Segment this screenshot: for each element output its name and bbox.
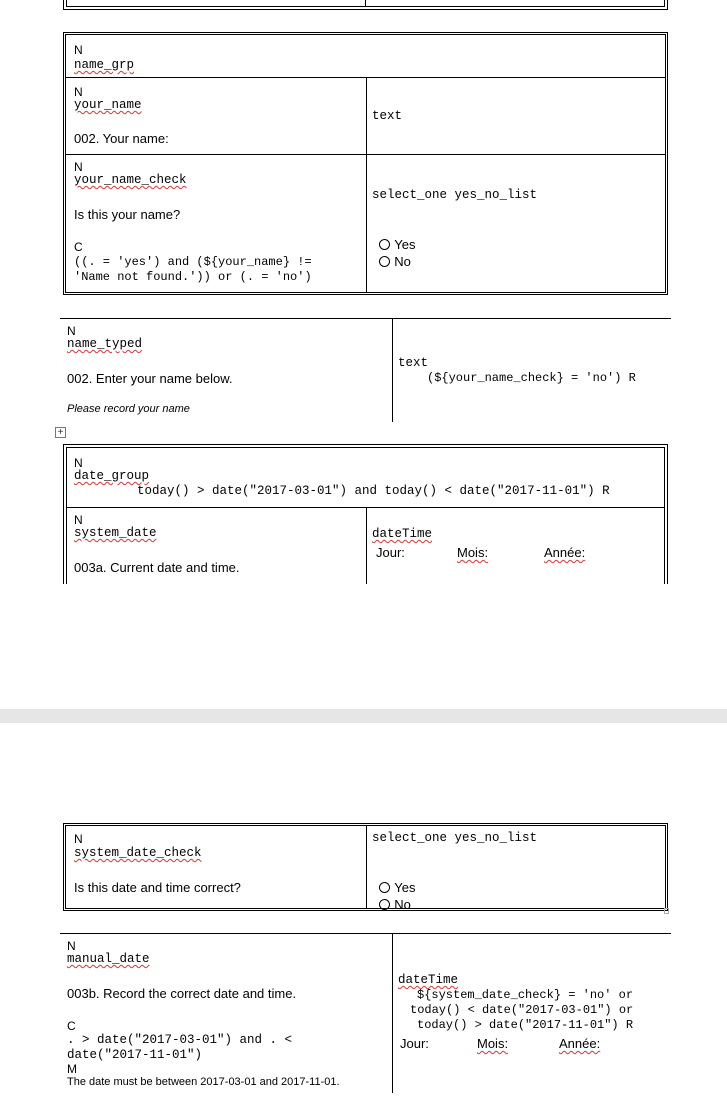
table-move-handle-icon[interactable]: + [55, 427, 66, 438]
date-year-label: Année: [559, 1036, 601, 1051]
manual-date-top-border [60, 933, 671, 934]
table-resize-handle[interactable] [664, 908, 669, 914]
date-month-label: Mois: [477, 1036, 509, 1051]
field-name-manual-date: manual_date [67, 952, 150, 966]
option-no: No [372, 882, 411, 912]
field-type: text [398, 356, 429, 370]
constraint-message: The date must be between 2017-03-01 and 2017-11-01. [67, 1076, 340, 1088]
field-type: select_one yes_no_list [372, 831, 538, 845]
date-day-label: Jour: [376, 545, 405, 560]
field-type: dateTime [398, 973, 459, 987]
relevance-expression-line2: today() < date("2017-03-01") or [410, 1003, 634, 1017]
field-name-system-date-check: system_date_check [74, 846, 202, 860]
prev-table-fragment [63, 0, 668, 10]
relevance-expression: (${your_name_check} = 'no') R [427, 371, 636, 385]
constraint-expression-line2: 'Name not found.')) or (. = 'no') [74, 270, 312, 284]
relevance-expression-line3: today() > date("2017-11-01") R [417, 1018, 634, 1032]
radio-icon [379, 256, 390, 267]
relevance-expression-line1: ${system_date_check} = 'no' or [417, 988, 634, 1002]
field-type: dateTime [372, 527, 433, 541]
date-day-label: Jour: [400, 1036, 429, 1051]
question-label: 003b. Record the correct date and time. [67, 986, 297, 1001]
constraint-expression-line1: . > date("2017-03-01") and . < [67, 1033, 293, 1047]
message-code: M [67, 1062, 77, 1076]
name-typed-top-border [60, 318, 671, 319]
type-code: N [74, 513, 83, 527]
type-code: N [74, 160, 83, 174]
type-code: N [74, 832, 83, 846]
option-yes: Yes [372, 222, 415, 252]
question-label: Is this date and time correct? [74, 880, 241, 895]
type-code: N [74, 43, 83, 57]
type-code: N [67, 324, 76, 338]
constraint-code: C [74, 240, 83, 254]
field-type: text [372, 109, 403, 123]
field-name-name-grp: name_grp [74, 58, 135, 72]
question-label: 002. Enter your name below. [67, 371, 233, 386]
field-name-date-group: date_group [74, 469, 150, 483]
constraint-code: C [67, 1019, 76, 1033]
type-code: N [74, 456, 83, 470]
date-month-label: Mois: [457, 545, 489, 560]
constraint-expression-line1: ((. = 'yes') and (${your_name} != [74, 255, 319, 269]
field-type: select_one yes_no_list [372, 188, 538, 202]
page-break [0, 709, 727, 723]
option-yes: Yes [372, 865, 415, 895]
relevance-expression: today() > date("2017-03-01") and today() < date("2017-11-01") R [137, 484, 610, 498]
type-code: N [74, 85, 83, 99]
question-label: 003a. Current date and time. [74, 560, 240, 575]
field-name-system-date: system_date [74, 526, 157, 540]
question-label: 002. Your name: [74, 131, 169, 146]
field-name-name-typed: name_typed [67, 337, 143, 351]
question-label: Is this your name? [74, 207, 181, 222]
field-name-your-name-check: your_name_check [74, 173, 187, 187]
type-code: N [67, 939, 76, 953]
field-name-your-name: your_name [74, 98, 142, 112]
question-hint: Please record your name [67, 403, 190, 415]
option-no: No [372, 239, 411, 269]
date-year-label: Année: [544, 545, 586, 560]
constraint-expression-line2: date("2017-11-01") [67, 1048, 203, 1062]
radio-icon [379, 899, 390, 910]
